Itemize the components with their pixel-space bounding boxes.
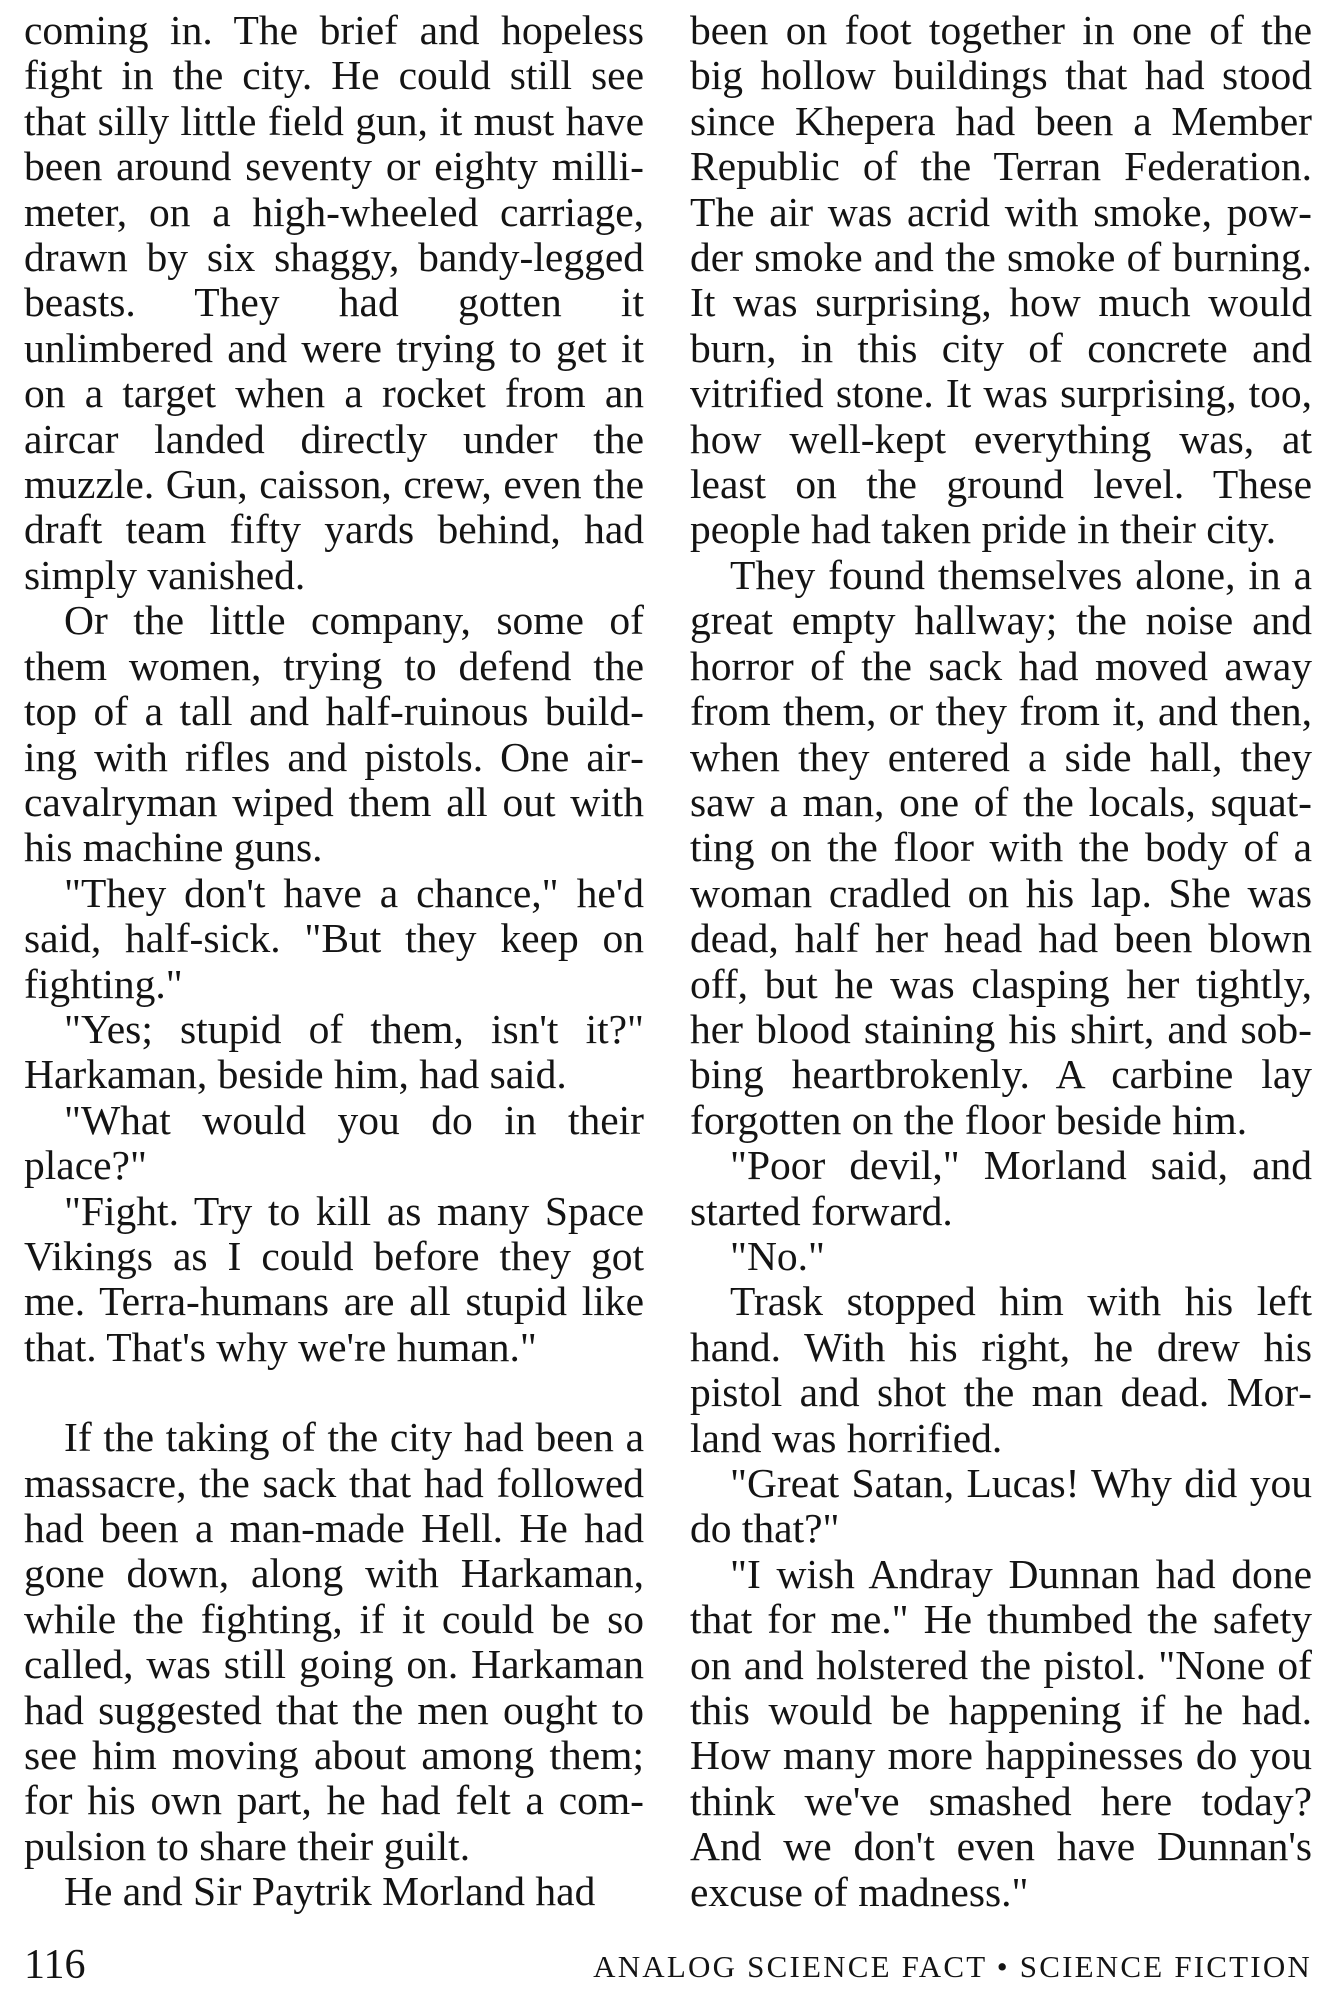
- paragraph: "Yes; stupid of them, isn't it?" Harkaman, beside him, had said.: [24, 1005, 644, 1098]
- paragraph: If the taking of the city had been a massacre, the sack that had followed had been a man-made Hell. He had gone down, along with Harkaman, while the fighting, if it could be so called, was still going on. Harkaman had suggested that the men ought to see him moving about among them; for his own part, he had felt a compulsion to share their guilt.: [24, 1414, 644, 1869]
- paragraph: "Great Satan, Lucas! Why did you do that?": [690, 1460, 1312, 1552]
- left-text-column: [24, 8, 644, 1915]
- paragraph: "Poor devil," Morland said, and started forward.: [690, 1142, 1312, 1234]
- paragraph: They found themselves alone, in a great empty hallway; the noise and horror of the sack had moved away from them, or they from it, and then, when they entered a side hall, they saw a man, one of the locals, squatting on the floor with the body of a woman cradled on his lap. She was dead, half her head had been blown off, but he was clasping her tightly, her blood staining his shirt, and sobbing heartbrokenly. A carbine lay forgotten on the floor beside him.: [690, 551, 1312, 1143]
- paragraph: coming in. The brief and hopeless fight in the city. He could still see that silly little field gun, it must have been around seventy or eighty millimeter, on a high-wheeled carriage, drawn by six shaggy, bandy-legged beasts. They had gotten it unlimbered and were trying to get it on a target when a rocket from an aircar landed directly under the muzzle. Gun, caisson, crew, even the draft team fifty yards behind, had simply vanished.: [24, 7, 644, 598]
- paragraph: "Fight. Try to kill as many Space Vikings as I could before they got me. Terra-humans are all stupid like that. That's why we're human.": [24, 1187, 644, 1370]
- paragraph: "No.": [730, 1232, 825, 1279]
- paragraph: "I wish Andray Dunnan had done that for me." He thumbed the safety on and holstered the pistol. "None of this would be happening if he had. How many more happinesses do you think we've smashed here today? And we don't even have Dunnan's excuse of madness.": [690, 1550, 1312, 1915]
- paragraph: been on foot together in one of the big hollow buildings that had stood since Khepera had been a Member Republic of the Terran Federation. The air was acrid with smoke, powder smoke and the smoke of burning. It was surprising, how much would burn, in this city of concrete and vitrified stone. It was surprising, too, how well-kept everything was, at least on the ground level. These people had taken pride in their city.: [690, 7, 1312, 553]
- paragraph: Trask stopped him with his left hand. With his right, he drew his pistol and shot the man dead. Morland was horrified.: [690, 1278, 1312, 1461]
- paragraph: "They don't have a chance," he'd said, half-sick. "But they keep on fighting.": [24, 869, 644, 1007]
- page-number: 116: [24, 1942, 86, 1988]
- page-footer: [24, 1940, 1312, 1990]
- paragraph: Or the little company, some of them women, trying to defend the top of a tall and half-ruinous building with rifles and pistols. One aircavalryman wiped them all out with his machine guns.: [24, 597, 644, 871]
- running-title: ANALOG SCIENCE FACT • SCIENCE FICTION: [593, 1949, 1312, 1984]
- right-text-column: [690, 8, 1312, 1915]
- paragraph: He and Sir Paytrik Morland had: [64, 1868, 596, 1915]
- paragraph: "What would you do in their place?": [24, 1096, 644, 1189]
